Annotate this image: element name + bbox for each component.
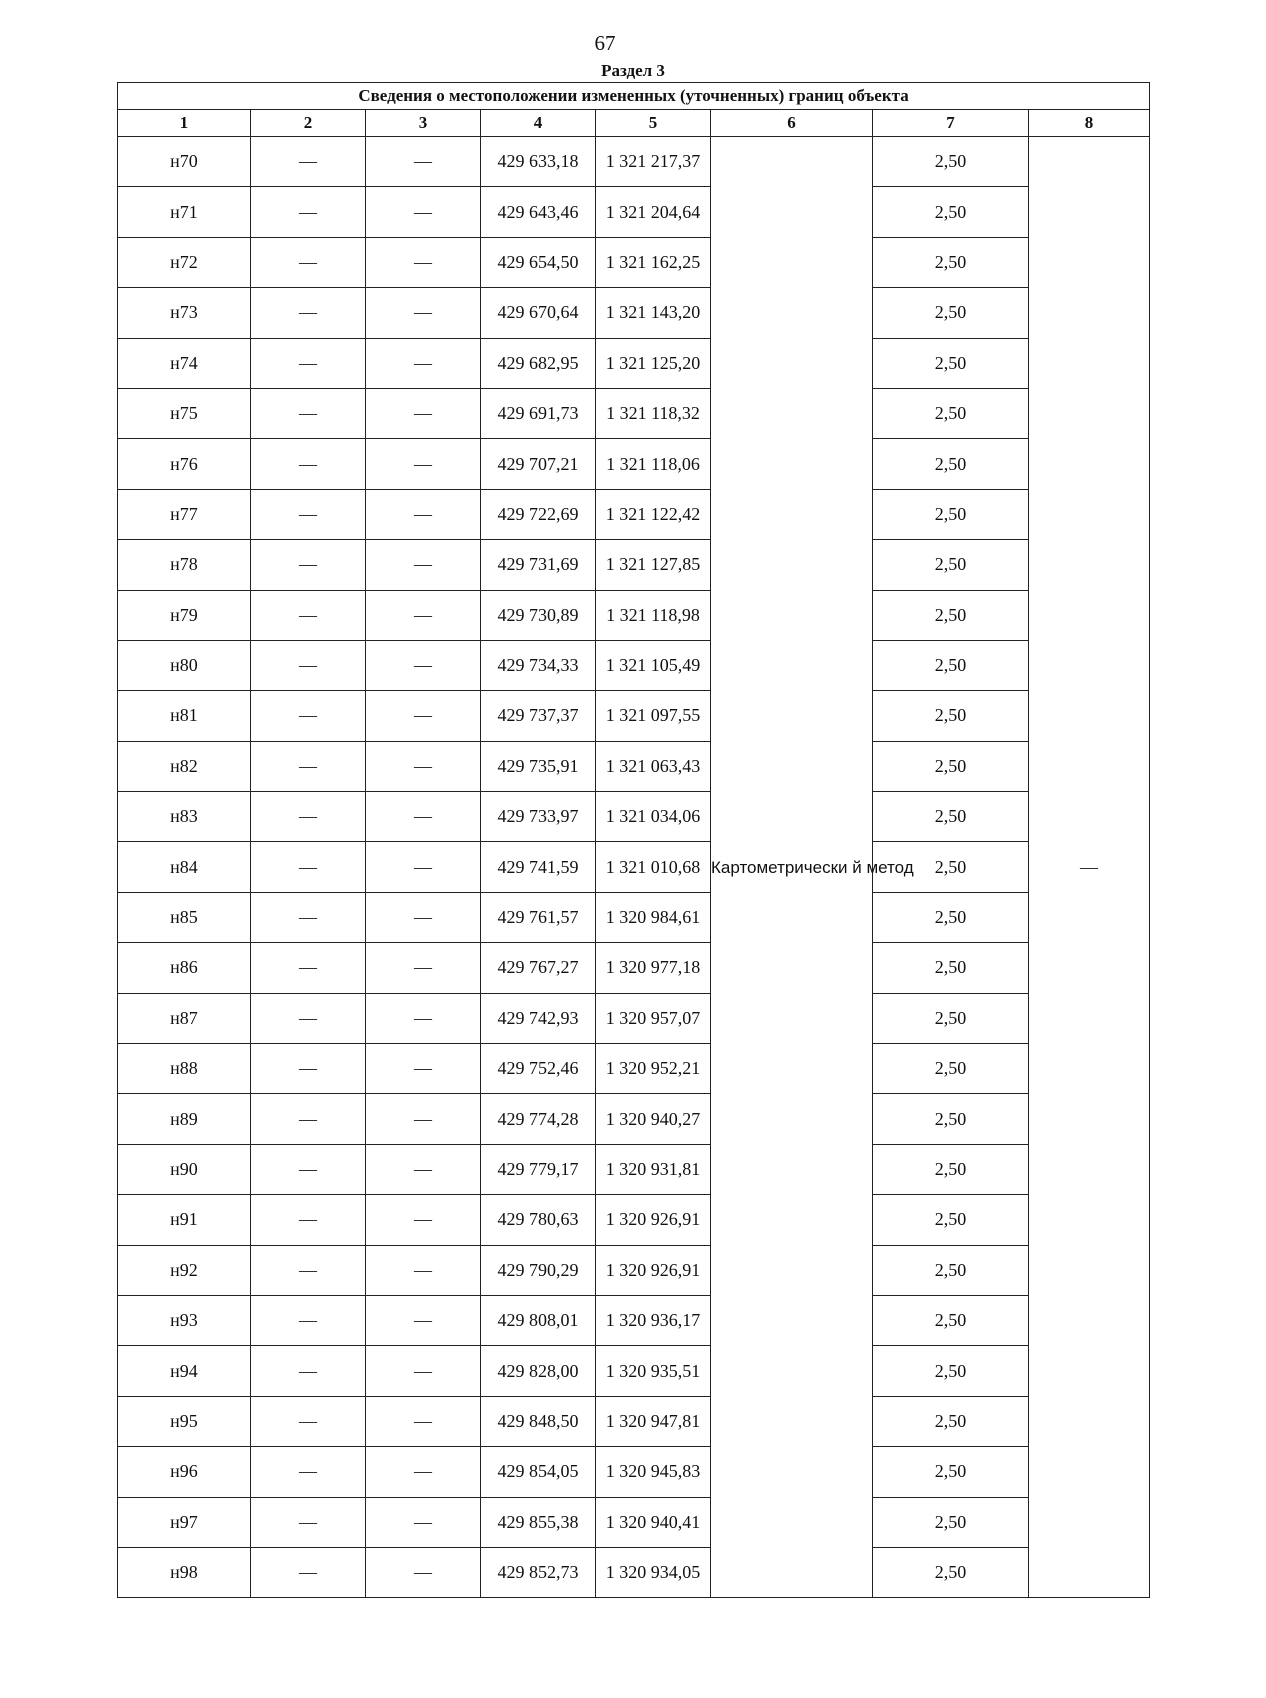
point-id-cell: н83 — [118, 792, 251, 842]
y-coordinate-cell: 1 321 217,37 — [596, 137, 711, 187]
x-coordinate-cell: 429 731,69 — [481, 540, 596, 590]
col3-dash-cell: — — [366, 1144, 481, 1194]
x-coordinate-cell: 429 808,01 — [481, 1295, 596, 1345]
accuracy-cell: 2,50 — [873, 842, 1029, 892]
col3-dash-cell: — — [366, 691, 481, 741]
table-row — [118, 691, 1150, 741]
col2-dash-cell: — — [251, 187, 366, 237]
x-coordinate-cell: 429 633,18 — [481, 137, 596, 187]
x-coordinate-cell: 429 733,97 — [481, 792, 596, 842]
point-id-cell: н94 — [118, 1346, 251, 1396]
point-id-cell: н95 — [118, 1396, 251, 1446]
y-coordinate-cell: 1 321 143,20 — [596, 288, 711, 338]
point-id-cell: н91 — [118, 1195, 251, 1245]
x-coordinate-cell: 429 682,95 — [481, 338, 596, 388]
section-title: Раздел 3 — [601, 61, 665, 80]
column-number-6: 6 — [711, 110, 873, 137]
y-coordinate-cell: 1 321 063,43 — [596, 741, 711, 791]
col2-dash-cell: — — [251, 1396, 366, 1446]
column-number-row — [118, 110, 1150, 137]
point-id-cell: н72 — [118, 237, 251, 287]
boundary-points-table — [117, 82, 1150, 1598]
col3-dash-cell: — — [366, 1447, 481, 1497]
col3-dash-cell: — — [366, 640, 481, 690]
table-row — [118, 1144, 1150, 1194]
table-row — [118, 237, 1150, 287]
x-coordinate-cell: 429 654,50 — [481, 237, 596, 287]
accuracy-cell: 2,50 — [873, 1044, 1029, 1094]
y-coordinate-cell: 1 321 097,55 — [596, 691, 711, 741]
x-coordinate-cell: 429 855,38 — [481, 1497, 596, 1547]
col3-dash-cell: — — [366, 1295, 481, 1345]
table-body — [118, 137, 1150, 1598]
y-coordinate-cell: 1 320 926,91 — [596, 1195, 711, 1245]
table-row — [118, 489, 1150, 539]
table-caption: Сведения о местоположении измененных (уточненных) границ объекта — [118, 83, 1150, 110]
x-coordinate-cell: 429 670,64 — [481, 288, 596, 338]
accuracy-cell: 2,50 — [873, 237, 1029, 287]
point-id-cell: н71 — [118, 187, 251, 237]
x-coordinate-cell: 429 643,46 — [481, 187, 596, 237]
accuracy-cell: 2,50 — [873, 338, 1029, 388]
col3-dash-cell: — — [366, 1044, 481, 1094]
table-row — [118, 1044, 1150, 1094]
col3-dash-cell: — — [366, 993, 481, 1043]
col3-dash-cell: — — [366, 540, 481, 590]
accuracy-cell: 2,50 — [873, 288, 1029, 338]
table-row — [118, 439, 1150, 489]
x-coordinate-cell: 429 752,46 — [481, 1044, 596, 1094]
y-coordinate-cell: 1 320 952,21 — [596, 1044, 711, 1094]
col2-dash-cell: — — [251, 237, 366, 287]
y-coordinate-cell: 1 321 204,64 — [596, 187, 711, 237]
col2-dash-cell: — — [251, 338, 366, 388]
y-coordinate-cell: 1 320 977,18 — [596, 943, 711, 993]
accuracy-cell: 2,50 — [873, 137, 1029, 187]
x-coordinate-cell: 429 707,21 — [481, 439, 596, 489]
table-row — [118, 338, 1150, 388]
col2-dash-cell: — — [251, 489, 366, 539]
y-coordinate-cell: 1 320 936,17 — [596, 1295, 711, 1345]
col8-cell: — — [1029, 137, 1150, 1598]
x-coordinate-cell: 429 722,69 — [481, 489, 596, 539]
table-row — [118, 640, 1150, 690]
x-coordinate-cell: 429 735,91 — [481, 741, 596, 791]
x-coordinate-cell: 429 761,57 — [481, 892, 596, 942]
col3-dash-cell: — — [366, 792, 481, 842]
x-coordinate-cell: 429 691,73 — [481, 388, 596, 438]
y-coordinate-cell: 1 320 940,41 — [596, 1497, 711, 1547]
col2-dash-cell: — — [251, 1044, 366, 1094]
x-coordinate-cell: 429 790,29 — [481, 1245, 596, 1295]
y-coordinate-cell: 1 320 984,61 — [596, 892, 711, 942]
accuracy-cell: 2,50 — [873, 1547, 1029, 1597]
point-id-cell: н89 — [118, 1094, 251, 1144]
col2-dash-cell: — — [251, 1547, 366, 1597]
col3-dash-cell: — — [366, 1245, 481, 1295]
x-coordinate-cell: 429 848,50 — [481, 1396, 596, 1446]
col2-dash-cell: — — [251, 691, 366, 741]
col2-dash-cell: — — [251, 1447, 366, 1497]
col2-dash-cell: — — [251, 1245, 366, 1295]
col2-dash-cell: — — [251, 540, 366, 590]
col2-dash-cell: — — [251, 1346, 366, 1396]
table-row — [118, 1447, 1150, 1497]
col2-dash-cell: — — [251, 943, 366, 993]
point-id-cell: н93 — [118, 1295, 251, 1345]
point-id-cell: н78 — [118, 540, 251, 590]
accuracy-cell: 2,50 — [873, 489, 1029, 539]
point-id-cell: н87 — [118, 993, 251, 1043]
x-coordinate-cell: 429 741,59 — [481, 842, 596, 892]
table-row — [118, 1094, 1150, 1144]
point-id-cell: н79 — [118, 590, 251, 640]
point-id-cell: н88 — [118, 1044, 251, 1094]
accuracy-cell: 2,50 — [873, 741, 1029, 791]
table-row — [118, 741, 1150, 791]
col2-dash-cell: — — [251, 792, 366, 842]
point-id-cell: н76 — [118, 439, 251, 489]
col2-dash-cell: — — [251, 1144, 366, 1194]
col3-dash-cell: — — [366, 439, 481, 489]
x-coordinate-cell: 429 734,33 — [481, 640, 596, 690]
accuracy-cell: 2,50 — [873, 691, 1029, 741]
table-row — [118, 1346, 1150, 1396]
col2-dash-cell: — — [251, 1195, 366, 1245]
column-number-3: 3 — [366, 110, 481, 137]
col2-dash-cell: — — [251, 288, 366, 338]
y-coordinate-cell: 1 320 926,91 — [596, 1245, 711, 1295]
point-id-cell: н86 — [118, 943, 251, 993]
y-coordinate-cell: 1 321 118,06 — [596, 439, 711, 489]
y-coordinate-cell: 1 321 127,85 — [596, 540, 711, 590]
point-id-cell: н81 — [118, 691, 251, 741]
accuracy-cell: 2,50 — [873, 590, 1029, 640]
page-number: 67 — [594, 31, 616, 55]
col3-dash-cell: — — [366, 137, 481, 187]
y-coordinate-cell: 1 321 118,32 — [596, 388, 711, 438]
col3-dash-cell: — — [366, 237, 481, 287]
col3-dash-cell: — — [366, 187, 481, 237]
col3-dash-cell: — — [366, 590, 481, 640]
accuracy-cell: 2,50 — [873, 943, 1029, 993]
col2-dash-cell: — — [251, 993, 366, 1043]
col2-dash-cell: — — [251, 137, 366, 187]
table-row — [118, 1295, 1150, 1345]
table-row — [118, 1396, 1150, 1446]
col2-dash-cell: — — [251, 741, 366, 791]
y-coordinate-cell: 1 320 945,83 — [596, 1447, 711, 1497]
accuracy-cell: 2,50 — [873, 1346, 1029, 1396]
col2-dash-cell: — — [251, 388, 366, 438]
accuracy-cell: 2,50 — [873, 1094, 1029, 1144]
x-coordinate-cell: 429 774,28 — [481, 1094, 596, 1144]
accuracy-cell: 2,50 — [873, 1396, 1029, 1446]
col2-dash-cell: — — [251, 1295, 366, 1345]
accuracy-cell: 2,50 — [873, 1195, 1029, 1245]
point-id-cell: н96 — [118, 1447, 251, 1497]
point-id-cell: н80 — [118, 640, 251, 690]
col3-dash-cell: — — [366, 1195, 481, 1245]
accuracy-cell: 2,50 — [873, 792, 1029, 842]
table-row — [118, 1497, 1150, 1547]
accuracy-cell: 2,50 — [873, 1144, 1029, 1194]
y-coordinate-cell: 1 320 957,07 — [596, 993, 711, 1043]
table-row — [118, 1547, 1150, 1597]
y-coordinate-cell: 1 321 034,06 — [596, 792, 711, 842]
col3-dash-cell: — — [366, 489, 481, 539]
table-row — [118, 892, 1150, 942]
col2-dash-cell: — — [251, 590, 366, 640]
col3-dash-cell: — — [366, 388, 481, 438]
col3-dash-cell: — — [366, 1547, 481, 1597]
col2-dash-cell: — — [251, 1497, 366, 1547]
x-coordinate-cell: 429 828,00 — [481, 1346, 596, 1396]
table-row — [118, 590, 1150, 640]
column-number-1: 1 — [118, 110, 251, 137]
point-id-cell: н98 — [118, 1547, 251, 1597]
col2-dash-cell: — — [251, 439, 366, 489]
col2-dash-cell: — — [251, 640, 366, 690]
col2-dash-cell: — — [251, 842, 366, 892]
table-row — [118, 1245, 1150, 1295]
col3-dash-cell: — — [366, 1346, 481, 1396]
column-number-4: 4 — [481, 110, 596, 137]
accuracy-cell: 2,50 — [873, 1447, 1029, 1497]
y-coordinate-cell: 1 320 947,81 — [596, 1396, 711, 1446]
column-number-8: 8 — [1029, 110, 1150, 137]
accuracy-cell: 2,50 — [873, 993, 1029, 1043]
column-number-2: 2 — [251, 110, 366, 137]
point-id-cell: н74 — [118, 338, 251, 388]
x-coordinate-cell: 429 767,27 — [481, 943, 596, 993]
accuracy-cell: 2,50 — [873, 1295, 1029, 1345]
accuracy-cell: 2,50 — [873, 540, 1029, 590]
col3-dash-cell: — — [366, 943, 481, 993]
col2-dash-cell: — — [251, 892, 366, 942]
table-row — [118, 842, 1150, 892]
col3-dash-cell: — — [366, 1396, 481, 1446]
y-coordinate-cell: 1 321 125,20 — [596, 338, 711, 388]
point-id-cell: н77 — [118, 489, 251, 539]
x-coordinate-cell: 429 779,17 — [481, 1144, 596, 1194]
col3-dash-cell: — — [366, 288, 481, 338]
table-row — [118, 1195, 1150, 1245]
x-coordinate-cell: 429 737,37 — [481, 691, 596, 741]
column-number-7: 7 — [873, 110, 1029, 137]
y-coordinate-cell: 1 321 105,49 — [596, 640, 711, 690]
col3-dash-cell: — — [366, 1094, 481, 1144]
table-row — [118, 187, 1150, 237]
table-row — [118, 993, 1150, 1043]
y-coordinate-cell: 1 320 935,51 — [596, 1346, 711, 1396]
table-row — [118, 288, 1150, 338]
method-cell: Картометрически й метод — [711, 137, 873, 1598]
accuracy-cell: 2,50 — [873, 1245, 1029, 1295]
point-id-cell: н75 — [118, 388, 251, 438]
accuracy-cell: 2,50 — [873, 388, 1029, 438]
column-number-5: 5 — [596, 110, 711, 137]
col2-dash-cell: — — [251, 1094, 366, 1144]
col3-dash-cell: — — [366, 842, 481, 892]
point-id-cell: н84 — [118, 842, 251, 892]
table-row — [118, 943, 1150, 993]
point-id-cell: н70 — [118, 137, 251, 187]
y-coordinate-cell: 1 321 118,98 — [596, 590, 711, 640]
table-row — [118, 792, 1150, 842]
y-coordinate-cell: 1 321 162,25 — [596, 237, 711, 287]
accuracy-cell: 2,50 — [873, 439, 1029, 489]
point-id-cell: н92 — [118, 1245, 251, 1295]
table-row — [118, 540, 1150, 590]
y-coordinate-cell: 1 321 010,68 — [596, 842, 711, 892]
col3-dash-cell: — — [366, 741, 481, 791]
col3-dash-cell: — — [366, 1497, 481, 1547]
y-coordinate-cell: 1 320 934,05 — [596, 1547, 711, 1597]
x-coordinate-cell: 429 854,05 — [481, 1447, 596, 1497]
x-coordinate-cell: 429 780,63 — [481, 1195, 596, 1245]
point-id-cell: н73 — [118, 288, 251, 338]
point-id-cell: н90 — [118, 1144, 251, 1194]
col3-dash-cell: — — [366, 338, 481, 388]
accuracy-cell: 2,50 — [873, 187, 1029, 237]
table-row — [118, 137, 1150, 187]
accuracy-cell: 2,50 — [873, 1497, 1029, 1547]
col3-dash-cell: — — [366, 892, 481, 942]
y-coordinate-cell: 1 320 940,27 — [596, 1094, 711, 1144]
accuracy-cell: 2,50 — [873, 640, 1029, 690]
x-coordinate-cell: 429 730,89 — [481, 590, 596, 640]
table-row — [118, 388, 1150, 438]
y-coordinate-cell: 1 321 122,42 — [596, 489, 711, 539]
x-coordinate-cell: 429 852,73 — [481, 1547, 596, 1597]
point-id-cell: н85 — [118, 892, 251, 942]
point-id-cell: н97 — [118, 1497, 251, 1547]
x-coordinate-cell: 429 742,93 — [481, 993, 596, 1043]
point-id-cell: н82 — [118, 741, 251, 791]
accuracy-cell: 2,50 — [873, 892, 1029, 942]
y-coordinate-cell: 1 320 931,81 — [596, 1144, 711, 1194]
